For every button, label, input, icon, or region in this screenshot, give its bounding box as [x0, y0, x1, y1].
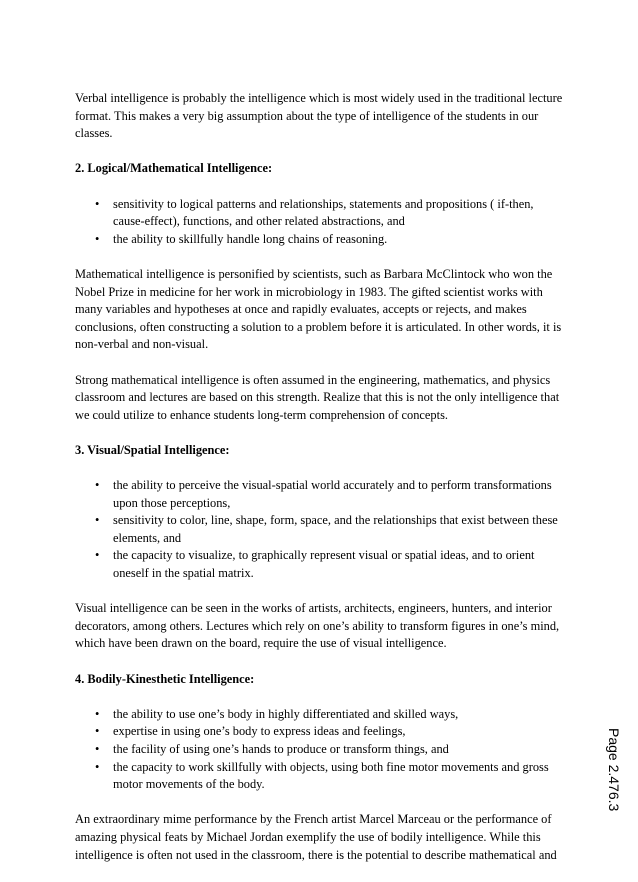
bullet-icon: •: [95, 231, 100, 246]
section-heading-bodily-kinesthetic: 4. Bodily-Kinesthetic Intelligence:: [75, 671, 255, 686]
list-item: [95, 196, 565, 231]
bullet-icon: •: [95, 548, 100, 563]
bullet-icon: •: [95, 741, 100, 756]
page-number: Page 2.476.3: [606, 728, 622, 812]
list-item-text: the capacity to visualize, to graphically represent visual or spatial ideas, and to orient oneself in the spatial matrix.: [113, 548, 535, 581]
bodily-kinesthetic-bullet-list: [75, 706, 565, 794]
list-item: [95, 477, 565, 512]
bullet-icon: •: [95, 759, 100, 774]
logical-mathematical-bullet-list: [75, 196, 565, 249]
list-item-text: the capacity to work skillfully with objects, using both fine motor movements and gross motor movements of the body.: [113, 759, 549, 792]
bullet-icon: •: [95, 724, 100, 739]
bullet-icon: •: [95, 513, 100, 528]
list-item: [95, 741, 565, 759]
bullet-icon: •: [95, 706, 100, 721]
list-item: [95, 706, 565, 724]
list-item-text: the ability to perceive the visual-spatial world accurately and to perform transformations upon those perceptions,: [113, 478, 552, 510]
bullet-icon: •: [95, 196, 100, 211]
logical-mathematical-paragraph-1: Mathematical intelligence is personified by scientists, such as Barbara McClintock who won the Nobel Prize in medicine for her work in microbiology in 1983. The gifted scientist works with many variables and hypotheses at once and rapidly evaluates, accepts or rejects, and makes conclusions, often constructing a solution to a problem before it is articulated. In other words, it is non-verbal and non-visual.: [75, 266, 562, 352]
list-item-text: the facility of using one’s hands to produce or transform things, and: [113, 741, 449, 756]
list-item-text: sensitivity to logical patterns and relationships, statements and propositions ( if-then, cause-effect), functions, and other related abstractions, and: [113, 196, 534, 229]
list-item: [95, 512, 565, 547]
section-heading-logical-mathematical: 2. Logical/Mathematical Intelligence:: [75, 161, 273, 176]
list-item-text: sensitivity to color, line, shape, form, space, and the relationships that exist between these elements, and: [113, 513, 558, 545]
visual-spatial-paragraph-1: Visual intelligence can be seen in the works of artists, architects, engineers, hunters, and interior decorators, among others. Lectures which rely on one’s ability to transform figures in one’s mind, which have been drawn on the board, require the use of visual intelligence.: [75, 601, 560, 651]
logical-mathematical-paragraph-2: Strong mathematical intelligence is often assumed in the engineering, mathematics, and physics classroom and lectures are based on this strength. Realize that this is not the only intelligence that we could utilize to enhance students long-term comprehension of concepts.: [75, 372, 560, 422]
section-heading-visual-spatial: 3. Visual/Spatial Intelligence:: [75, 442, 230, 457]
list-item: [95, 759, 565, 794]
list-item: [95, 231, 565, 249]
list-item: [95, 723, 565, 741]
document-body: [75, 90, 565, 882]
bodily-kinesthetic-paragraph-1: An extraordinary mime performance by the French artist Marcel Marceau or the performance of amazing physical feats by Michael Jordan exemplify the use of bodily intelligence. While this intelligence is often not used in the classroom, there is the potential to describe mathematical and: [75, 812, 557, 862]
visual-spatial-bullet-list: [75, 477, 565, 583]
intro-paragraph: Verbal intelligence is probably the intelligence which is most widely used in the traditional lecture format. This makes a very big assumption about the type of intelligence of the students in our classes.: [75, 91, 563, 141]
list-item: [95, 547, 565, 582]
list-item-text: expertise in using one’s body to express ideas and feelings,: [113, 724, 406, 739]
list-item-text: the ability to skillfully handle long chains of reasoning.: [113, 231, 388, 246]
bullet-icon: •: [95, 478, 100, 493]
list-item-text: the ability to use one’s body in highly differentiated and skilled ways,: [113, 706, 459, 721]
